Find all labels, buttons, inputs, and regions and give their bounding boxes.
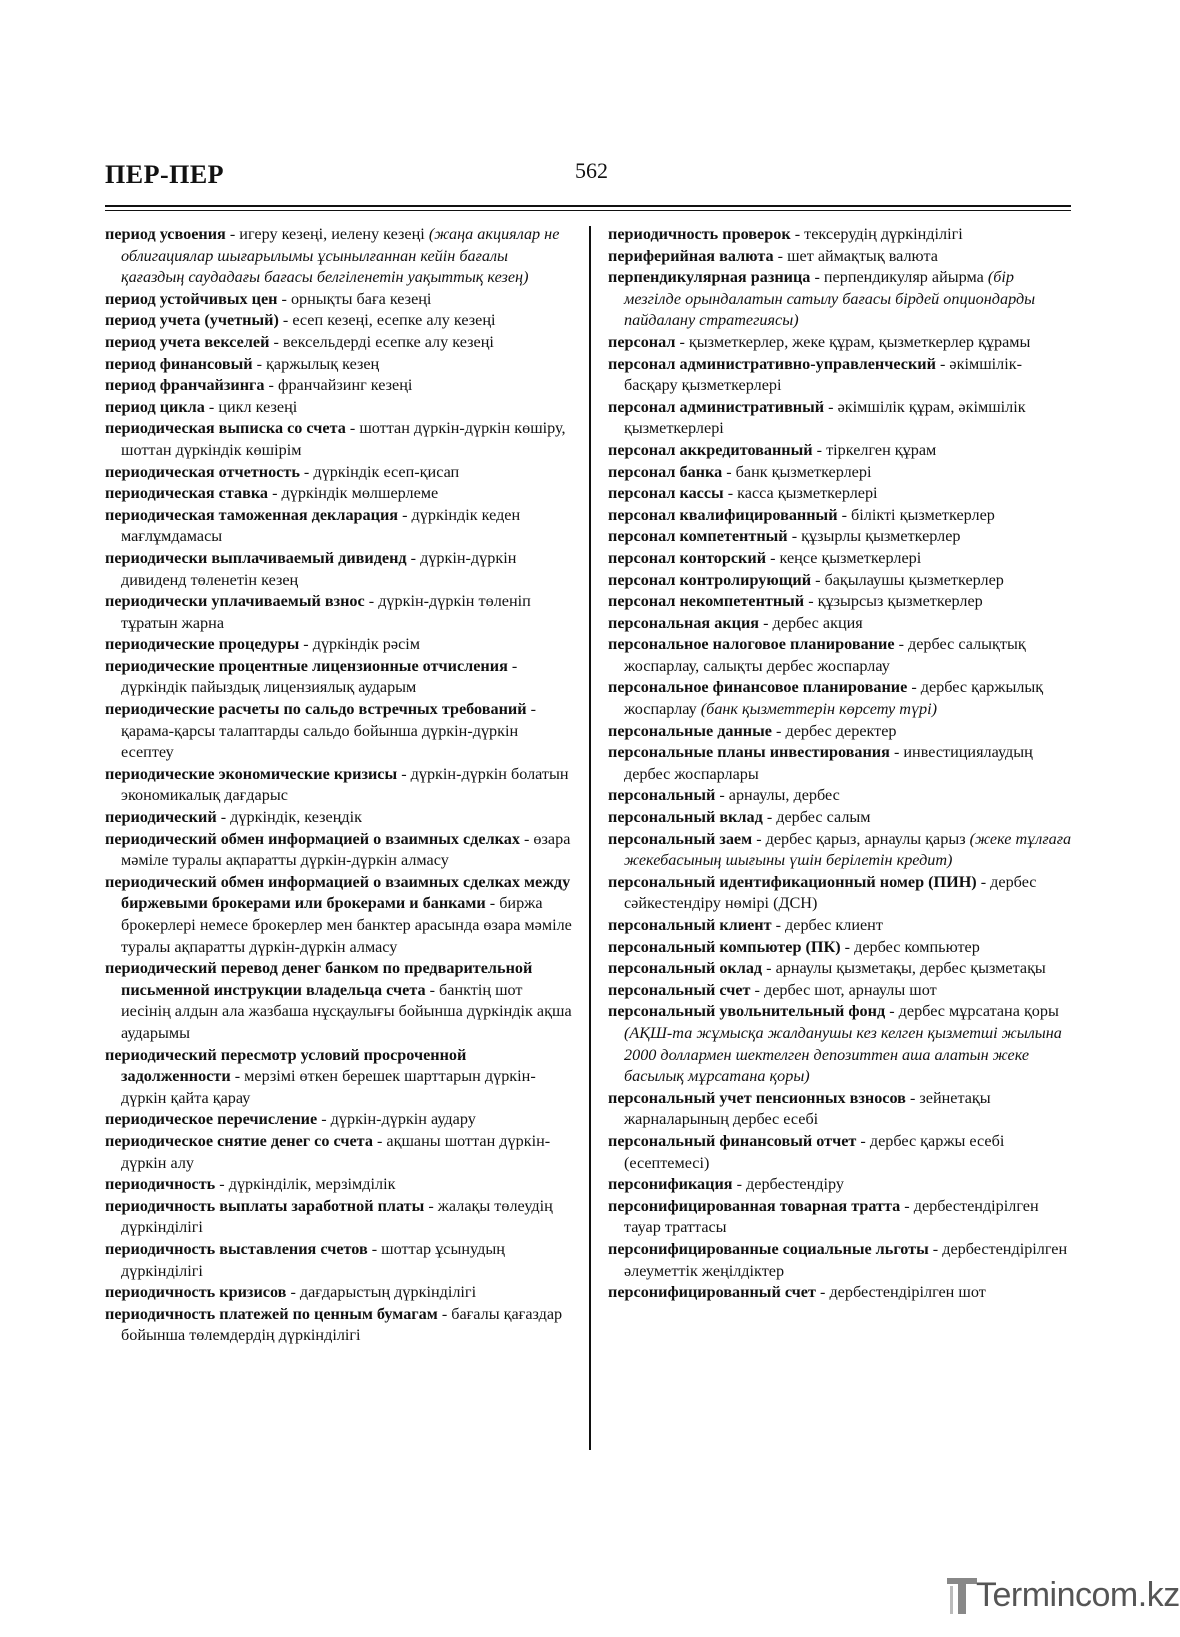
dictionary-entry: персональный - арнаулы, дербес [608,786,840,805]
entry-definition: дербестендіру [746,1175,844,1194]
entry-term: персональный увольнительный фонд [608,1002,886,1021]
header-rule-thin [105,210,1071,211]
entry-definition: арнаулы, дербес [728,786,840,805]
entry-term: периодическое перечисление [105,1110,318,1129]
entry-term: периодические экономические кризисы [105,764,398,783]
entry-definition: қызметкерлер, жеке құрам, қызметкерлер құрамы [688,332,1031,351]
entry-term: период усвоения [105,225,226,243]
dictionary-entry: периферийная валюта - шет аймақтық валюта [608,246,938,265]
entry-definition: әкімшілік-басқару қызметкерлері [624,354,1023,395]
entry-term: периферийная валюта [608,246,774,265]
dictionary-entry: периодическая отчетность - дүркіндік есеп-қисап [105,462,460,481]
dictionary-entry: периодическое перечисление - дүркін-дүркін аудару [105,1110,476,1129]
entry-definition: дербес салым [776,808,871,827]
entry-term: персонал аккредитованный [608,440,813,459]
entry-definition: есеп кезеңі, есепке алу кезеңі [292,311,496,330]
entry-term: периодичность выставления счетов [105,1239,368,1258]
dictionary-entry: период усвоения - игеру кезеңі, иелену кезеңі (жаңа акциялар не облигациялар шығарылымы ұсынылғаннан кейін бағалы қағаздың саудадағы бағасы белгіленетін уақыттық кезең) [105,225,560,287]
dictionary-entry: периодический обмен информацией о взаимных сделках между биржевыми брокерами или брокерами и банками - биржа брокерлері немесе брокерлер мен банктер арасында өзара мәміле туралы ақпаратты дүркін-дүркін алмасу [105,872,572,956]
entry-definition: арнаулы қызметақы, дербес қызметақы [775,959,1046,978]
entry-term: периодически уплачиваемый взнос [105,592,365,611]
entry-term: периодический обмен информацией о взаимных сделках между биржевыми брокерами или брокерами и банками [105,872,571,913]
dictionary-entry: персонифицированная товарная тратта - дербестендірілген тауар траттасы [608,1196,1039,1237]
dictionary-entry: персональный вклад - дербес салым [608,808,871,827]
entry-definition: жалақы төлеудің дүркінділігі [121,1196,553,1237]
dictionary-entry: периодически выплачиваемый дивиденд - дүркін-дүркін дивиденд төленетін кезең [105,548,517,589]
entry-definition: дүркіндік пайыздық лицензиялық аударым [121,678,417,697]
dictionary-entry: персонал квалифицированный - білікті қызметкерлер [608,505,995,524]
entry-term: периодический [105,808,217,827]
entry-definition: биржа брокерлері немесе брокерлер мен банктер арасында өзара мәміле туралы ақпаратты дүркін-дүркін алмасу [121,894,572,956]
dictionary-entry: персонал аккредитованный - тіркелген құрам [608,440,937,459]
entry-term: персонификация [608,1175,733,1194]
entry-term: периодические процентные лицензионные отчисления [105,656,508,675]
entry-term: период франчайзинга [105,376,265,395]
entry-term: персонал банка [608,462,723,481]
entry-term: периодическое снятие денег со счета [105,1131,373,1150]
entry-definition: бағалы қағаздар бойынша төлемдердің дүркінділігі [121,1304,563,1345]
dictionary-entry: персональный идентификационный номер (ПИН) - дербес сәйкестендіру нөмірі (ДСН) [608,872,1037,913]
entry-term: персональный заем [608,829,753,848]
dictionary-entry: персонал конторский - кеңсе қызметкерлері [608,548,922,567]
entry-term: персональные данные [608,721,772,740]
entry-definition: бақылаушы қызметкерлер [824,570,1004,589]
entry-definition: франчайзинг кезеңі [277,376,413,395]
dictionary-entry: периодический обмен информацией о взаимных сделках - өзара мәміле туралы ақпаратты дүркін-дүркін алмасу [105,829,571,870]
dictionary-entry: периодическая выписка со счета - шоттан дүркін-дүркін көшіру, шоттан дүркіндік көшірім [105,419,566,459]
header-rule [105,205,1071,207]
dictionary-entry: персональный учет пенсионных взносов - зейнетақы жарналарының дербес есебі [608,1088,991,1129]
entry-term: периодическая отчетность [105,462,300,481]
dictionary-entry: персональный оклад - арнаулы қызметақы, дербес қызметақы [608,959,1046,978]
dictionary-entry: персональные планы инвестирования - инвестициялаудың дербес жоспарлары [608,743,1033,783]
dictionary-entry: персонал контролирующий - бақылаушы қызметкерлер [608,570,1004,589]
entry-definition: дербес шот, арнаулы шот [763,980,937,999]
entry-term: периодическая таможенная декларация [105,505,399,524]
entry-definition: дербес мұрсатана қоры [898,1002,1059,1021]
entry-term: персональный оклад [608,959,763,978]
entry-term: периодичность кризисов [105,1283,287,1302]
entry-term: периодичность проверок [608,225,791,243]
entry-definition: қаржылық кезең [266,354,380,373]
dictionary-entry: персонифицированный счет - дербестендірілген шот [608,1283,986,1302]
entry-definition: дербес қаржы есебі (есептемесі) [624,1131,1005,1172]
right-column [608,224,1074,1304]
entry-term: периодическая ставка [105,484,269,503]
dictionary-entry: персональный увольнительный фонд - дербес мұрсатана қоры (АҚШ-та жұмысқа жалданушы кез келген қызметші жылына 2000 доллармен шектелген депозиттен аша алатын жеке басылық мұрсатана қоры) [608,1002,1062,1086]
entry-term: период устойчивых цен [105,289,278,308]
entry-term: период учета (учетный) [105,311,279,330]
entry-definition: қарама-қарсы талаптарды сальдо бойынша дүркін-дүркін есептеу [121,721,519,762]
entry-term: персональное налоговое планирование [608,635,895,654]
entry-definition: дербес сәйкестендіру нөмірі (ДСН) [624,872,1037,913]
entry-note: (жеке тұлғаға жекебасының шығыны үшін берілетін кредит) [624,829,1072,870]
entry-term: персонифицированная товарная тратта [608,1196,901,1215]
entry-definition: дербестендірілген әлеуметтік жеңілдіктер [624,1239,1068,1280]
entry-definition: дүркіндік мөлшерлеме [281,484,439,503]
entry-term: период цикла [105,397,205,416]
dictionary-entry: персональная акция - дербес акция [608,613,863,632]
entry-definition: дағдарыстың дүркінділігі [299,1283,477,1302]
entry-term: персональный компьютер (ПК) [608,937,841,956]
entry-definition: әкімшілік құрам, әкімшілік қызметкерлері [624,397,1026,438]
dictionary-entry: периодический перевод денег банком по предварительной письменной инструкции владельца счета - банктің шот иесінің алдын ала жазбаша нұсқаулығы бойынша дүркіндік ақша аударымы [105,959,572,1042]
entry-term: персональный [608,786,716,805]
entry-term: персонал административно-управленческий [608,354,936,373]
entry-definition: вексельдерді есепке алу кезеңі [282,332,494,351]
entry-term: периодические расчеты по сальдо встречных требований [105,700,527,719]
entry-definition: игеру кезеңі, иелену кезеңі [239,225,425,243]
dictionary-entry: периодическая ставка - дүркіндік мөлшерлеме [105,484,439,503]
dictionary-entry: периодичность проверок - тексерудің дүркінділігі [608,225,963,243]
entry-definition: кеңсе қызметкерлері [779,548,922,567]
dictionary-entry: периодический пересмотр условий просроченной задолженности - мерзімі өткен берешек шарттарын дүркін-дүркін қайта қарау [105,1045,536,1107]
entry-definition: перпендикуляр айырма [823,268,984,287]
entry-definition: құзырлы қызметкерлер [801,527,961,546]
entry-definition: ақшаны шоттан дүркін-дүркін алу [121,1131,551,1172]
dictionary-entry: персонал некомпетентный - құзырсыз қызметкерлер [608,592,983,611]
dictionary-entry: период франчайзинга - франчайзинг кезеңі [105,376,413,395]
entry-term: периодичность [105,1175,216,1194]
entry-definition: орнықты баға кезеңі [290,289,432,308]
entry-term: периодичность платежей по ценным бумагам [105,1304,438,1323]
entry-definition: шет аймақтық валюта [787,246,938,265]
entry-definition: зейнетақы жарналарының дербес есебі [624,1088,991,1129]
dictionary-entry: периодический - дүркіндік, кезеңдік [105,808,362,827]
entry-definition: мерзімі өткен берешек шарттарын дүркін-дүркін қайта қарау [121,1067,536,1107]
entry-term: персонифицированный счет [608,1283,816,1302]
entry-definition: банк қызметкерлері [735,462,872,481]
entry-definition: банктің шот иесінің алдын ала жазбаша нұсқаулығы бойынша дүркіндік ақша аударымы [121,980,572,1042]
entry-note: (АҚШ-та жұмысқа жалданушы кез келген қызметші жылына 2000 доллармен шектелген депозиттен аша алатын жеке басылық мұрсатана қоры) [624,1023,1062,1086]
left-column [105,224,573,1347]
entry-definition: дүркіндік есеп-қисап [313,462,460,481]
entry-term: персонал [608,332,676,351]
entry-term: персонал кассы [608,484,724,503]
section-title: ПЕР-ПЕР [105,160,225,189]
dictionary-entry: период финансовый - қаржылық кезең [105,354,380,373]
dictionary-entry: персонал - қызметкерлер, жеке құрам, қызметкерлер құрамы [608,332,1031,351]
dictionary-entry: персонал административно-управленческий - әкімшілік-басқару қызметкерлері [608,354,1023,395]
entry-term: периодичность выплаты заработной платы [105,1196,425,1215]
dictionary-entry: период учета (учетный) - есеп кезеңі, есепке алу кезеңі [105,311,496,330]
dictionary-entry: персональный финансовый отчет - дербес қаржы есебі (есептемесі) [608,1131,1005,1172]
dictionary-entry: персональный компьютер (ПК) - дербес компьютер [608,937,980,956]
entry-definition: дүркіндік, кезеңдік [230,808,362,827]
entry-definition: дүркін-дүркін төленіп тұратын жарна [121,592,531,632]
entry-term: персонал квалифицированный [608,505,838,524]
entry-term: персонал контролирующий [608,570,812,589]
entry-definition: дербес деректер [785,721,897,740]
entry-definition: дербес салықтық жоспарлау, салықты дербес жоспарлау [624,635,1026,675]
entry-definition: дүркіндік рәсім [312,635,421,654]
dictionary-entry: периодичность выплаты заработной платы - жалақы төлеудің дүркінділігі [105,1196,553,1237]
entry-term: персонал компетентный [608,527,788,546]
entry-definition: дүркін-дүркін аудару [330,1110,476,1129]
entry-definition: өзара мәміле туралы ақпаратты дүркін-дүркін алмасу [121,829,571,870]
dictionary-entry: персональный счет - дербес шот, арнаулы шот [608,980,937,999]
entry-note: (банк қызметтерін көрсету түрі) [700,700,938,719]
dictionary-entry: персональный клиент - дербес клиент [608,916,883,934]
entry-definition: дербес қарыз, арнаулы қарыз [765,829,966,848]
dictionary-entry: персонал кассы - касса қызметкерлері [608,484,878,503]
column-divider [589,226,591,1450]
entry-definition: білікті қызметкерлер [851,505,995,524]
entry-term: перпендикулярная разница [608,268,811,287]
entry-term: персонал конторский [608,548,767,567]
entry-term: персонифицированные социальные льготы [608,1239,929,1258]
logo-text: Termincom.kz [976,1576,1180,1614]
entry-term: периодическая выписка со счета [105,419,346,438]
entry-definition: дүркін-дүркін болатын экономикалық дағдарыс [121,764,569,805]
entry-term: персональный счет [608,980,751,999]
dictionary-entry: персональный заем - дербес қарыз, арнаулы қарыз (жеке тұлғаға жекебасының шығыны үшін берілетін кредит) [608,829,1072,870]
dictionary-entry: персональные данные - дербес деректер [608,721,897,740]
dictionary-entry: периодические процедуры - дүркіндік рәсім [105,635,421,654]
entry-definition: дербестендірілген тауар траттасы [624,1196,1039,1237]
entry-term: периодический обмен информацией о взаимных сделках [105,829,520,848]
dictionary-entry: персональное налоговое планирование - дербес салықтық жоспарлау, салықты дербес жоспарлау [608,635,1026,675]
entry-term: персональные планы инвестирования [608,743,890,762]
entry-term: персональная акция [608,613,760,632]
entry-note: (бір мезгілде орындалатын сатылу бағасы бірдей опциондарды пайдалану стратегиясы) [624,268,1036,330]
entry-definition: инвестициялаудың дербес жоспарлары [624,743,1033,783]
entry-definition: шоттар ұсынудың дүркінділігі [121,1239,505,1280]
termincom-logo [946,1572,1180,1624]
entry-definition: цикл кезеңі [218,397,298,416]
entry-term: персонал некомпетентный [608,592,805,611]
entry-definition: дербес қаржылық жоспарлау [624,678,1044,719]
dictionary-entry: персонификация - дербестендіру [608,1175,844,1194]
entry-term: периодические процедуры [105,635,300,654]
dictionary-entry: персонифицированные социальные льготы - дербестендірілген әлеуметтік жеңілдіктер [608,1239,1068,1280]
dictionary-entry: периодическое снятие денег со счета - ақшаны шоттан дүркін-дүркін алу [105,1131,551,1172]
entry-definition: дербес акция [772,613,863,632]
entry-definition: дүркіндік кеден мағлұмдамасы [121,505,521,546]
dictionary-entry: период цикла - цикл кезеңі [105,397,298,416]
entry-definition: тексерудің дүркінділігі [804,225,963,243]
entry-term: персональный финансовый отчет [608,1131,857,1150]
entry-term: персональное финансовое планирование [608,678,908,697]
entry-term: персональный вклад [608,808,763,827]
entry-term: персональный учет пенсионных взносов [608,1088,906,1107]
entry-definition: тіркелген құрам [826,440,937,459]
dictionary-entry: периодичность - дүркінділік, мерзімділік [105,1175,396,1194]
entry-definition: дүркін-дүркін дивиденд төленетін кезең [121,548,517,589]
entry-definition: дербестендірілген шот [829,1283,986,1302]
dictionary-entry: период устойчивых цен - орнықты баға кезеңі [105,289,432,308]
dictionary-entry: персональное финансовое планирование - дербес қаржылық жоспарлау (банк қызметтерін көрсету түрі) [608,678,1044,719]
entry-term: персональный идентификационный номер (ПИН) [608,872,977,891]
dictionary-entry: периодическая таможенная декларация - дүркіндік кеден мағлұмдамасы [105,505,521,546]
page-number: 562 [575,158,608,183]
entry-definition: құзырсыз қызметкерлер [817,592,983,611]
dictionary-entry: персонал административный - әкімшілік құрам, әкімшілік қызметкерлері [608,397,1026,438]
entry-definition: дербес компьютер [854,937,980,956]
dictionary-entry: периодичность платежей по ценным бумагам - бағалы қағаздар бойынша төлемдердің дүркінділігі [105,1304,563,1345]
entry-term: периодический пересмотр условий просроченной задолженности [105,1045,467,1086]
entry-note: (жаңа акциялар не облигациялар шығарылымы ұсынылғаннан кейін бағалы қағаздың саудадағы бағасы белгіленетін уақыттық кезең) [121,225,560,287]
dictionary-entry: периодические расчеты по сальдо встречных требований - қарама-қарсы талаптарды сальдо бойынша дүркін-дүркін есептеу [105,700,536,762]
dictionary-entry: период учета векселей - вексельдерді есепке алу кезеңі [105,332,494,351]
dictionary-entry: периодические экономические кризисы - дүркін-дүркін болатын экономикалық дағдарыс [105,764,569,805]
logo-t-icon [946,1574,978,1618]
entry-definition: дербес клиент [785,916,883,934]
dictionary-entry: персонал компетентный - құзырлы қызметкерлер [608,527,961,546]
dictionary-entry: перпендикулярная разница - перпендикуляр айырма (бір мезгілде орындалатын сатылу бағасы бірдей опциондарды пайдалану стратегиясы) [608,268,1036,330]
dictionary-entry: периодически уплачиваемый взнос - дүркін-дүркін төленіп тұратын жарна [105,592,531,632]
entry-definition: шоттан дүркін-дүркін көшіру, шоттан дүркіндік көшірім [121,419,566,459]
entry-term: период учета векселей [105,332,270,351]
entry-term: персонал административный [608,397,825,416]
page-header [105,158,1071,210]
dictionary-entry: персонал банка - банк қызметкерлері [608,462,872,481]
dictionary-entry: периодичность выставления счетов - шоттар ұсынудың дүркінділігі [105,1239,505,1280]
entry-term: персональный клиент [608,916,772,934]
entry-term: период финансовый [105,354,253,373]
dictionary-entry: периодические процентные лицензионные отчисления - дүркіндік пайыздық лицензиялық аударым [105,656,518,697]
dictionary-entry: периодичность кризисов - дағдарыстың дүркінділігі [105,1283,477,1302]
entry-definition: дүркінділік, мерзімділік [228,1175,396,1194]
entry-term: периодически выплачиваемый дивиденд [105,548,407,567]
entry-definition: касса қызметкерлері [737,484,878,503]
entry-term: периодический перевод денег банком по предварительной письменной инструкции владельца счета [105,959,533,999]
